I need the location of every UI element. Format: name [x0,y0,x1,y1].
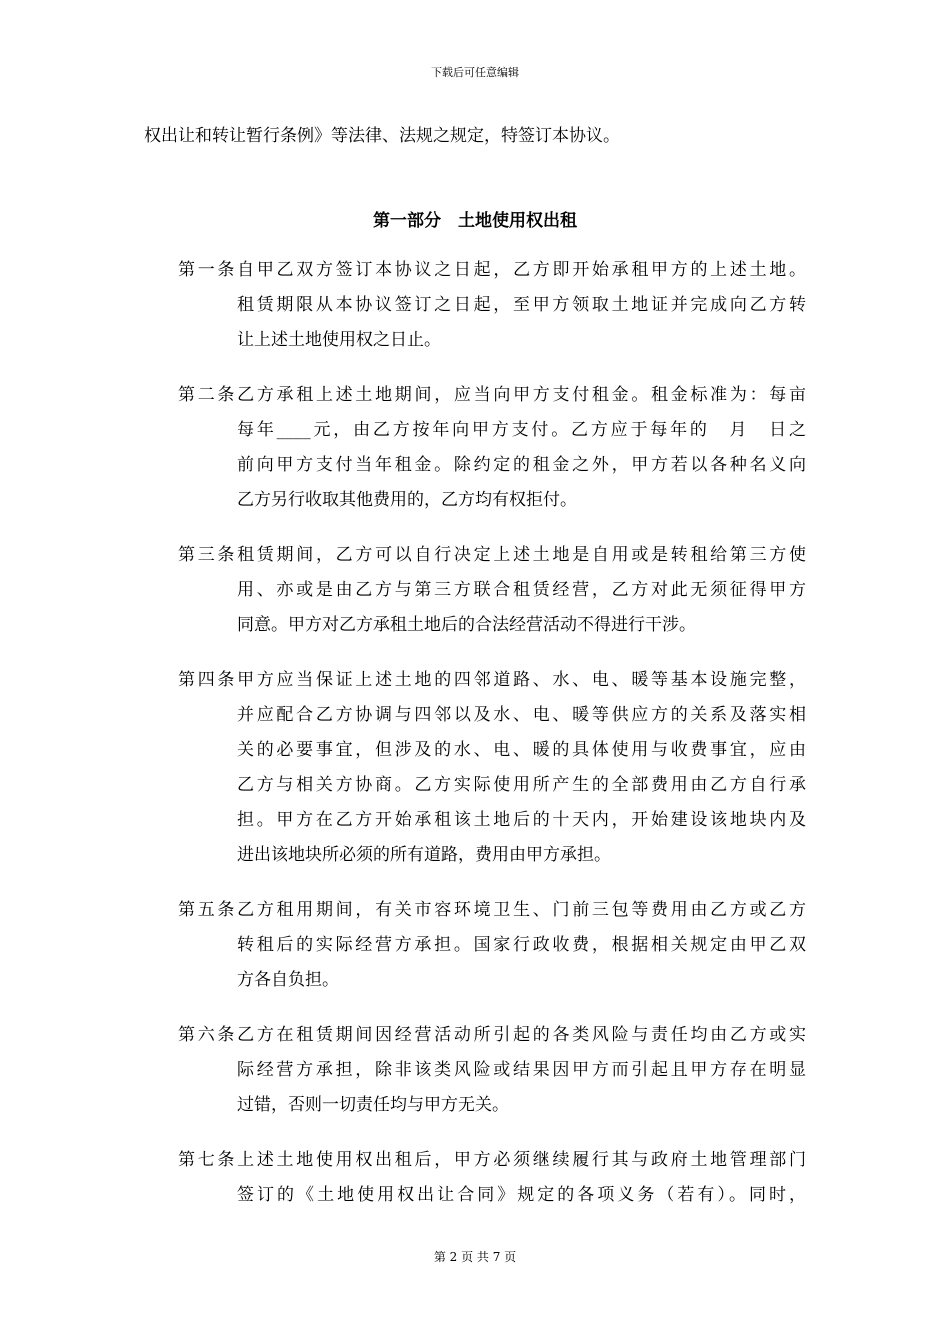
article-line: 第二条乙方承租上述土地期间，应当向甲方支付租金。租金标准为：每亩 [178,385,806,405]
article-line: 第一条自甲乙双方签订本协议之日起，乙方即开始承租甲方的上述土地。 [178,260,806,280]
article-5 [178,893,818,998]
page-footer: 第 2 页 共 7 页 [433,1250,517,1264]
article-4 [178,663,818,873]
article-line: 签订的《土地使用权出让合同》规定的各项义务（若有）。同时， [237,1185,806,1205]
article-line: 同意。甲方对乙方承租土地后的合法经营活动不得进行干涉。 [237,615,696,635]
article-line: 租赁期限从本协议签订之日起，至甲方领取土地证并完成向乙方转 [237,295,806,315]
articles-list [178,253,818,1233]
page-header: 下载后可任意编辑 [431,66,519,79]
section-title: 第一部分 土地使用权出租 [373,211,577,231]
article-line: 第七条上述土地使用权出租后，甲方必须继续履行其与政府土地管理部门 [178,1150,806,1170]
article-line: 际经营方承担，除非该类风险或结果因甲方而引起且甲方存在明显 [237,1060,806,1080]
article-6 [178,1018,818,1123]
article-line: 乙方另行收取其他费用的，乙方均有权拒付。 [237,490,577,510]
article-line: 第五条乙方租用期间，有关市容环境卫生、门前三包等费用由乙方或乙方 [178,900,806,920]
article-line: 担。甲方在乙方开始承租该土地后的十天内，开始建设该地块内及 [237,810,806,830]
article-line: 第三条租赁期间，乙方可以自行决定上述土地是自用或是转租给第三方使 [178,545,806,565]
article-7 [178,1143,818,1213]
article-line: 前向甲方支付当年租金。除约定的租金之外，甲方若以各种名义向 [237,455,806,475]
article-line: 用、亦或是由乙方与第三方联合租赁经营，乙方对此无须征得甲方 [237,580,806,600]
article-line: 过错，否则一切责任均与甲方无关。 [237,1095,509,1115]
article-line: 转租后的实际经营方承担。国家行政收费，根据相关规定由甲乙双 [237,935,806,955]
article-line: 第四条甲方应当保证上述土地的四邻道路、水、电、暖等基本设施完整， [178,670,806,690]
article-1 [178,253,818,358]
article-line: 进出该地块所必须的所有道路，费用由甲方承担。 [237,845,611,865]
article-line: 乙方与相关方协商。乙方实际使用所产生的全部费用由乙方自行承 [237,775,806,795]
article-line: 并应配合乙方协调与四邻以及水、电、暖等供应方的关系及落实相 [237,705,806,725]
article-line: 每年____元，由乙方按年向甲方支付。乙方应于每年的 月 日之 [237,420,806,440]
article-2 [178,378,818,518]
article-line: 关的必要事宜，但涉及的水、电、暖的具体使用与收费事宜，应由 [237,740,806,760]
article-line: 方各自负担。 [237,970,339,990]
article-line: 让上述土地使用权之日止。 [237,330,441,350]
article-line: 第六条乙方在租赁期间因经营活动所引起的各类风险与责任均由乙方或实 [178,1025,806,1045]
article-3 [178,538,818,643]
intro-paragraph-line: 权出让和转让暂行条例》等法律、法规之规定，特签订本协议。 [144,126,620,146]
